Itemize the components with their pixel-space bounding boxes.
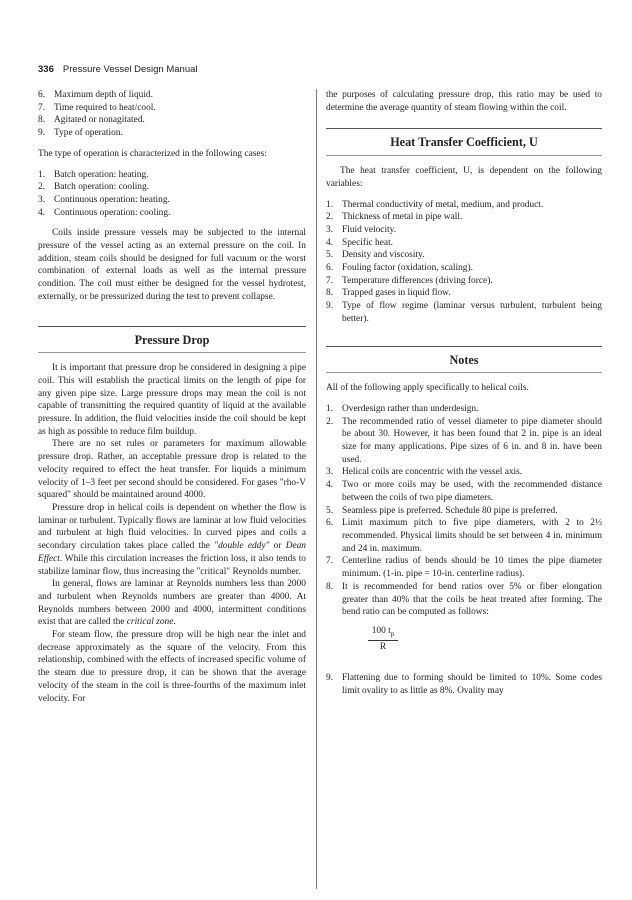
column-divider bbox=[316, 89, 317, 889]
list-item: 2. The recommended ratio of vessel diameter to pipe diameter should be about 30. However, it has been found that 2 in. pipe is an ideal size for many applications. Pipe sizes of 6 in. and 8 in. have been used. bbox=[326, 416, 602, 465]
list-item: 9. Type of flow regime (laminar versus turbulent, turbulent being better). bbox=[326, 301, 602, 324]
htc-variables-list bbox=[326, 199, 602, 326]
list-item: 4. Specific heat. bbox=[326, 237, 394, 248]
list-item: 3. Continuous operation: heating. bbox=[38, 194, 170, 205]
pressure-drop-heading: Pressure Drop bbox=[38, 334, 306, 354]
pressure-drop-paragraph-3: Pressure drop in helical coils is dependent on whether the flow is laminar or turbulent. Typically flows are laminar at low fluid velocities and turbulent at high fluid velocities. In curved pipes and coils a secondary circulation takes place called the "double eddy" or Dean Effect. While this circulation increases the friction loss, it also tends to stabilize laminar flow, thus increasing the "critical" Reynolds number. bbox=[38, 502, 306, 577]
formula-numerator: 100 $t_p$ bbox=[368, 625, 398, 642]
pressure-drop-paragraph-2: There are no set rules or parameters for maximum allowable pressure drop. Rather, an acceptable pressure drop is related to the velocity required to effect the heat transfer. For liquids a minimum velocity of 1–3 feet per second should be considered. For gases "rho-V squared" should be maintained around 4000. bbox=[38, 439, 306, 501]
pressure-drop-paragraph-4: In general, flows are laminar at Reynolds numbers less than 2000 and turbulent when Reynolds numbers are greater than 4000. At Reynolds numbers between 2000 and 4000, intermittent conditions exist that are called the critical zone. bbox=[38, 579, 306, 628]
list-item: 3. Helical coils are concentric with the vessel axis. bbox=[326, 467, 523, 478]
notes-heading-block bbox=[326, 346, 602, 374]
left-column bbox=[38, 89, 306, 705]
operation-paragraph: The type of operation is characterized in the following cases: bbox=[38, 148, 267, 159]
notes-list-continued bbox=[326, 672, 602, 697]
list-item: 8. Trapped gases in liquid flow. bbox=[326, 288, 451, 299]
bend-ratio-formula bbox=[368, 625, 398, 654]
list-item: 9. Type of operation. bbox=[38, 128, 123, 139]
list-item: 8. Agitated or nonagitated. bbox=[38, 115, 145, 126]
list-item: 7. Time required to heat/cool. bbox=[38, 102, 156, 113]
page-number: 336 bbox=[38, 64, 54, 75]
variables-list-continued bbox=[38, 89, 306, 140]
pressure-drop-paragraph-5: For steam flow, the pressure drop will be high near the inlet and decrease approximately as the square of the velocity. From this relationship, combined with the effects of increased specific volume of the steam due to pressure drop, it can be shown that the average velocity of the steam in the coil is three-fourths of the maximum inlet velocity. For bbox=[38, 630, 306, 704]
right-column bbox=[326, 89, 602, 698]
list-item: 5. Seamless pipe is preferred. Schedule 80 pipe is preferred. bbox=[326, 505, 558, 516]
list-item: 5. Density and viscosity. bbox=[326, 250, 425, 261]
list-item: 9. Flattening due to forming should be limited to 10%. Some codes limit ovality to as little as 8%. Ovality may bbox=[326, 673, 602, 696]
htc-heading-block bbox=[326, 128, 602, 156]
list-item: 6. Maximum depth of liquid. bbox=[38, 90, 153, 100]
htc-intro: The heat transfer coefficient, U, is dependent on the following variables: bbox=[326, 166, 602, 189]
list-item: 1. Thermal conductivity of metal, medium, and product. bbox=[326, 199, 544, 210]
running-head bbox=[38, 64, 198, 75]
notes-intro: All of the following apply specifically to helical coils. bbox=[326, 383, 529, 394]
notes-heading: Notes bbox=[326, 354, 602, 374]
operation-list bbox=[38, 169, 306, 220]
list-item: 3. Fluid velocity. bbox=[326, 224, 397, 235]
list-item: 1. Batch operation: heating. bbox=[38, 169, 149, 180]
list-item: 2. Batch operation: cooling. bbox=[38, 182, 150, 193]
formula-denominator: R bbox=[379, 642, 387, 653]
pressure-drop-heading-block bbox=[38, 326, 306, 354]
pressure-drop-paragraph-1: It is important that pressure drop be considered in designing a pipe coil. This will establish the practical limits on the length of pipe for any given pipe size. Large pressure drops may mean the coil is not capable of transmitting the required quantity of liquid at the available pressure. In addition, the fluid velocities inside the coil should be kept as high as possible to reduce film buildup. bbox=[38, 363, 306, 437]
htc-heading: Heat Transfer Coefficient, U bbox=[326, 136, 602, 156]
list-item: 4. Two or more coils may be used, with the recommended distance between the coils of two pipe diameters. bbox=[326, 480, 602, 503]
book-title: Pressure Vessel Design Manual bbox=[62, 64, 198, 75]
notes-list bbox=[326, 403, 602, 619]
list-item: 8. It is recommended for bend ratios over 5% or fiber elongation greater than 40% that the coils be heat treated after forming. The bend ratio can be computed as follows: bbox=[326, 581, 602, 618]
list-item: 6. Limit maximum pitch to five pipe diameters, with 2 to 2½ recommended. Physical limits should be set between 4 in. minimum and 24 in. maximum. bbox=[326, 518, 602, 554]
list-item: 4. Continuous operation: cooling. bbox=[38, 207, 171, 218]
list-item: 1. Overdesign rather than underdesign. bbox=[326, 403, 479, 414]
coils-paragraph: Coils inside pressure vessels may be subjected to the internal pressure of the vessel acting as an external pressure on the coil. In addition, steam coils should be designed for full vacuum or the worst combination of external loads as well as the internal pressure condition. The coil must either be designed for the vessel hydrotest, externally, or be pressurized during the test to prevent collapse. bbox=[38, 228, 306, 302]
list-item: 2. Thickness of metal in pipe wall. bbox=[326, 212, 463, 223]
list-item: 7. Centerline radius of bends should be 10 times the pipe diameter minimum. (1-in. pipe = 10-in. centerline radius). bbox=[326, 556, 602, 580]
list-item: 6. Fouling factor (oxidation, scaling). bbox=[326, 263, 473, 274]
continued-paragraph: the purposes of calculating pressure drop, this ratio may be used to determine the average quantity of steam flowing within the coil. bbox=[326, 90, 602, 113]
list-item: 7. Temperature differences (driving force). bbox=[326, 275, 493, 286]
